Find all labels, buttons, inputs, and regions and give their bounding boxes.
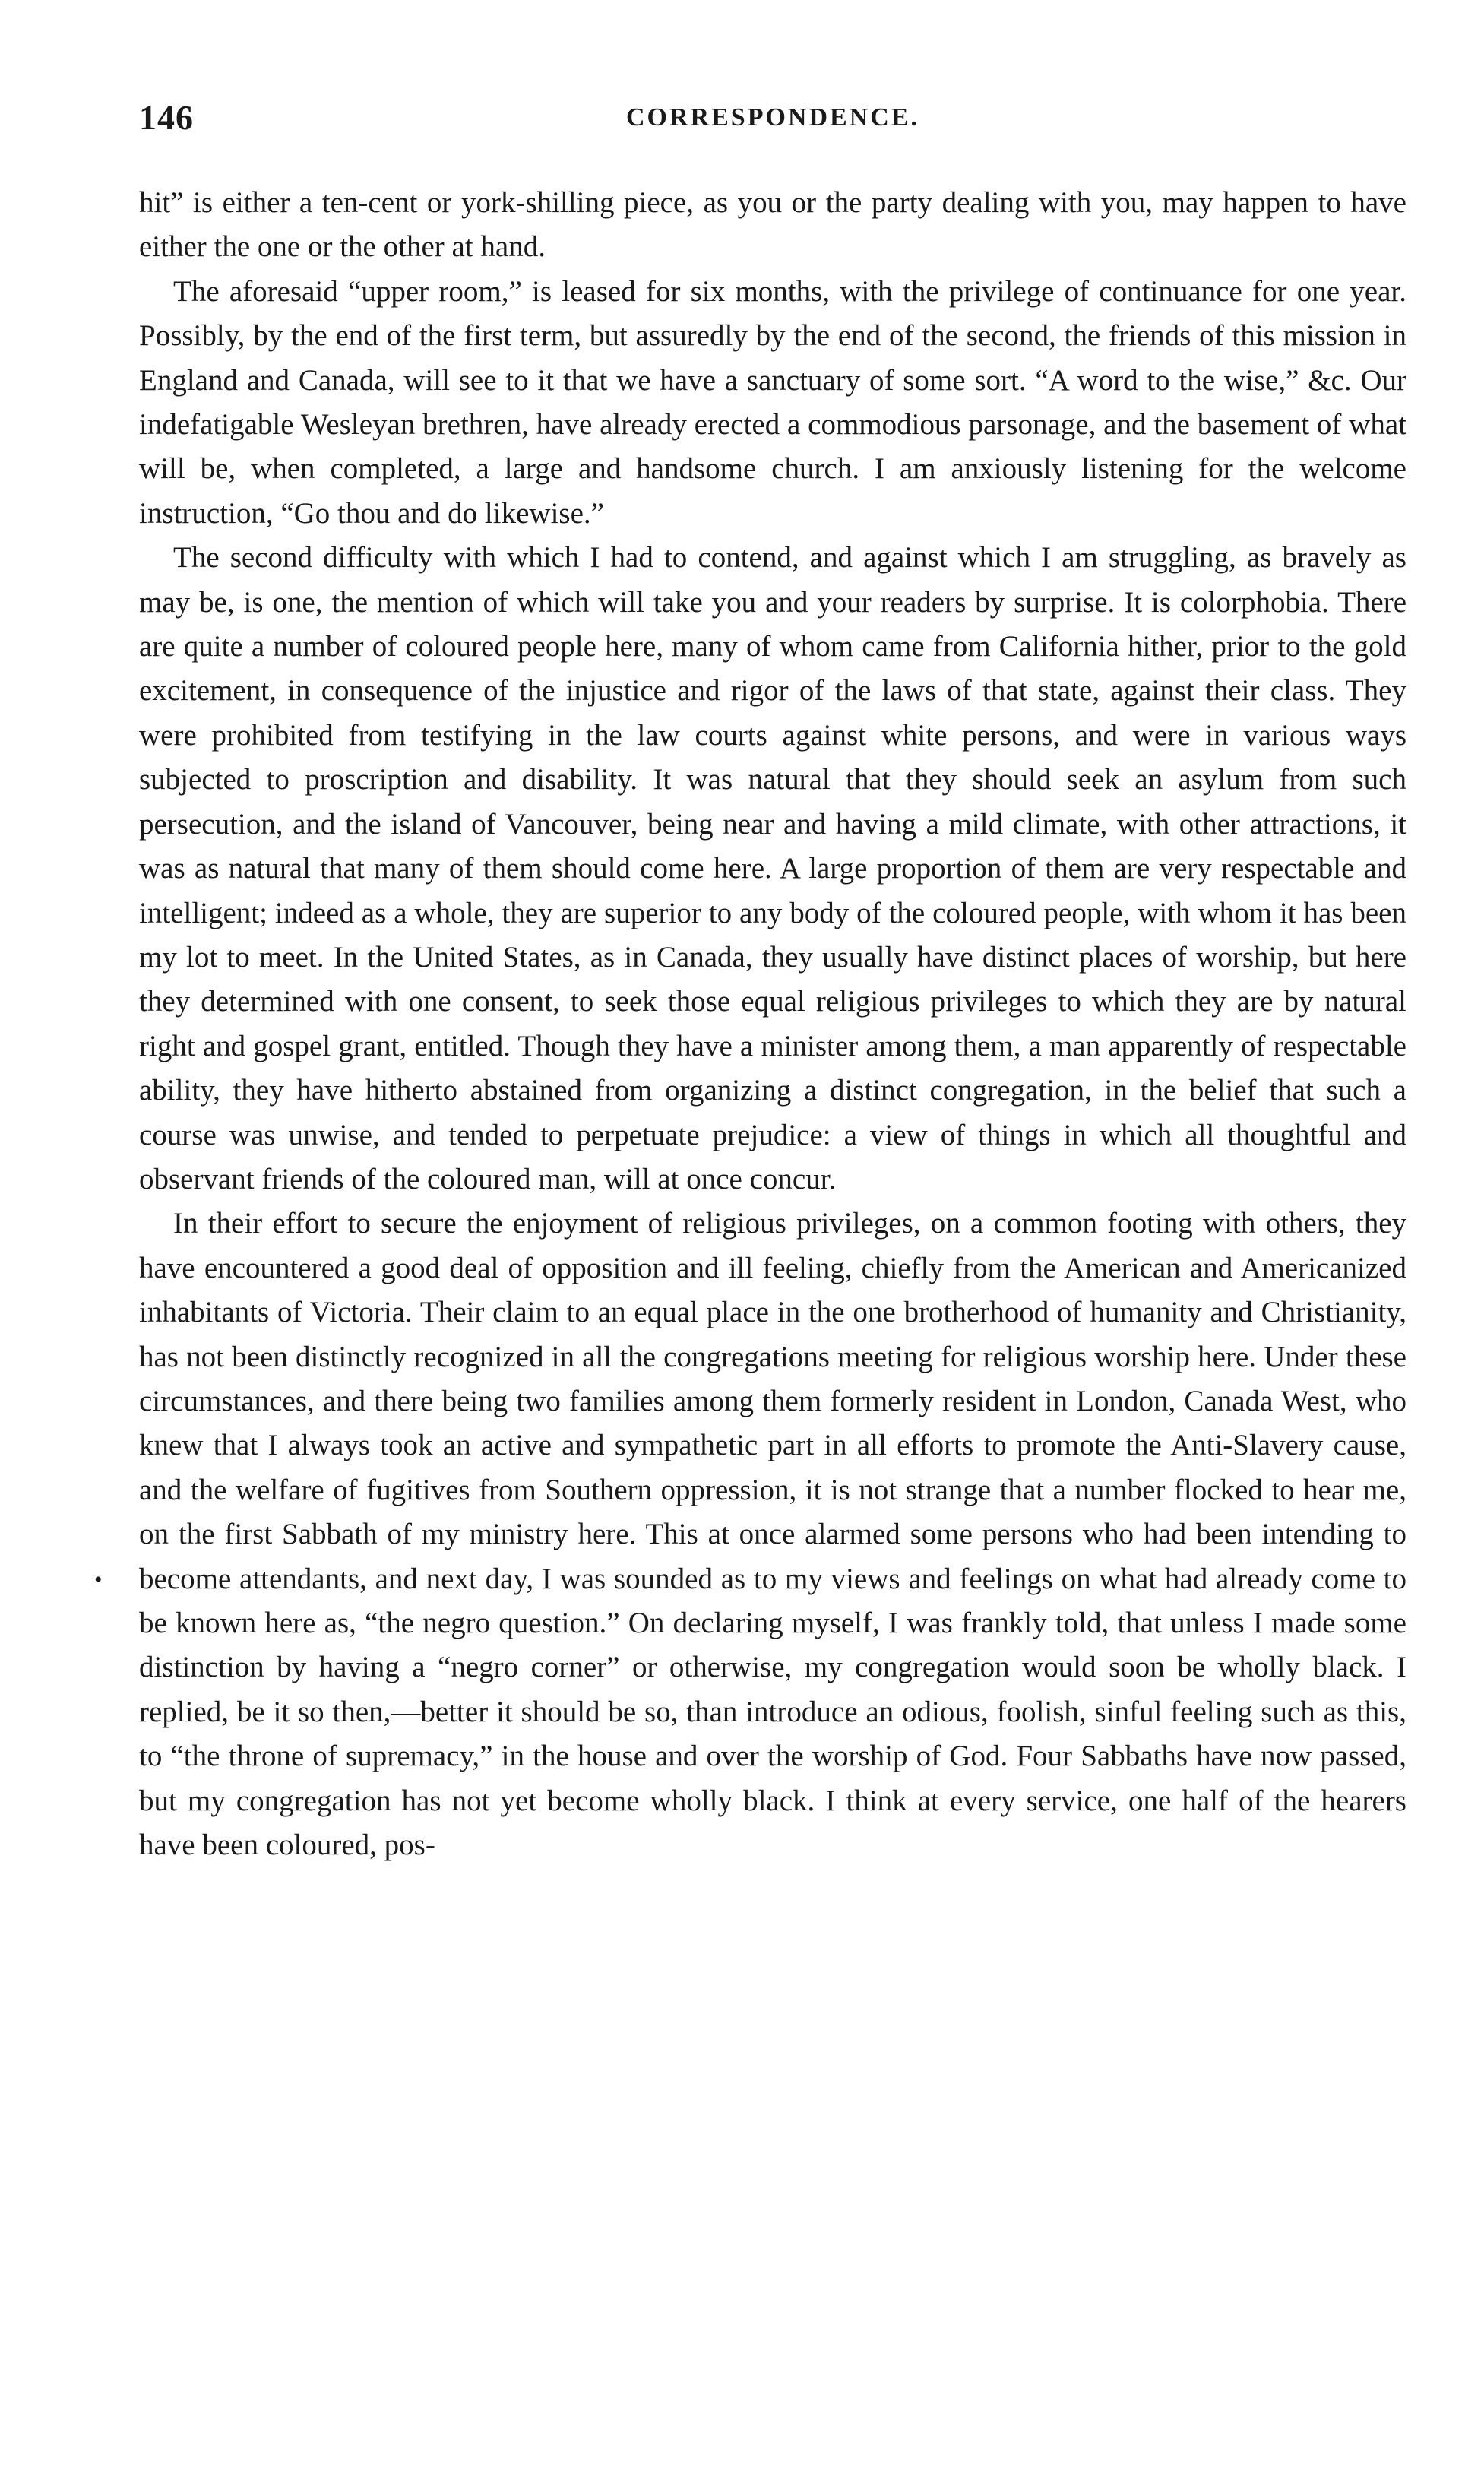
paragraph-religious-privileges: In their effort to secure the enjoyment of religious privileges, on a common footing with others, they have encountered a good deal of opposition and ill feeling, chiefly from the American and Americanized inhabitants of Victoria. Their claim to an equal place in the one brotherhood of humanity and Christianity, has not been distinctly recognized in all the congregations meeting for religious worship here. Under these circumstances, and there being two families among them formerly resident in London, Canada West, who knew that I always took an active and sympathetic part in all efforts to promote the Anti-Slavery cause, and the welfare of fugitives from Southern oppression, it is not strange that a number flocked to hear me, on the first Sabbath of my ministry here. This at once alarmed some persons who had been intending to become attendants, and next day, I was sounded as to my views and feelings on what had already come to be known here as, “the negro question.” On declaring myself, I was frankly told, that unless I made some distinction by having a “negro corner” or otherwise, my congregation would soon be wholly black. I replied, be it so then,—better it should be so, than introduce an odious, foolish, sinful feeling such as this, to “the throne of supremacy,” in the house and over the worship of God. Four Sabbaths have now passed, but my congregation has not yet become wholly black. I think at every service, one half of the hearers have been coloured, pos- xyxy=(139,1207,1406,1862)
paragraph-upper-room: The aforesaid “upper room,” is leased for six months, with the privilege of continuance for one year. Possibly, by the end of the first term, but assuredly by the end of the second, the friends of this mission in England and Canada, will see to it that we have a sanctuary of some sort. “A word to the wise,” &c. Our indefatigable Wesleyan brethren, have already erected a commodious parsonage, and the basement of what will be, when completed, a large and handsome church. I am anxiously listening for the welcome instruction, “Go thou and do likewise.” xyxy=(139,274,1406,530)
running-title: CORRESPONDENCE. xyxy=(626,103,919,131)
paragraph-colorphobia: The second difficulty with which I had to contend, and against which I am struggling, as bravely as may be, is one, the mention of which will take you and your readers by surprise. It is colorphobia. There are quite a number of coloured people here, many of whom came from California hither, prior to the gold excitement, in consequence of the injustice and rigor of the laws of that state, against their class. They were prohibited from testifying in the law courts against white persons, and were in various ways subjected to proscription and disability. It was natural that they should seek an asylum from such persecution, and the island of Vancouver, being near and having a mild climate, with other attractions, it was as natural that many of them should come here. A large proportion of them are very respectable and intelligent; indeed as a whole, they are superior to any body of the coloured people, with whom it has been my lot to meet. In the United States, as in Canada, they usually have distinct places of worship, but here they determined with one consent, to seek those equal religious privileges to which they are by natural right and gospel grant, entitled. Though they have a minister among them, a man apparently of respectable ability, they have hitherto abstained from organizing a distinct congregation, in the belief that such a course was unwise, and tended to perpetuate prejudice: a view of things in which all thoughtful and observant friends of the coloured man, will at once concur. xyxy=(139,541,1406,1195)
body-text xyxy=(139,181,1406,1867)
paragraph-continued: hit” is either a ten-cent or york-shilling piece, as you or the party dealing with you, may happen to have either the one or the other at hand. xyxy=(139,186,1406,264)
margin-mark: • xyxy=(94,1567,103,1592)
page-number: 146 xyxy=(139,98,194,137)
running-head xyxy=(139,97,1406,150)
